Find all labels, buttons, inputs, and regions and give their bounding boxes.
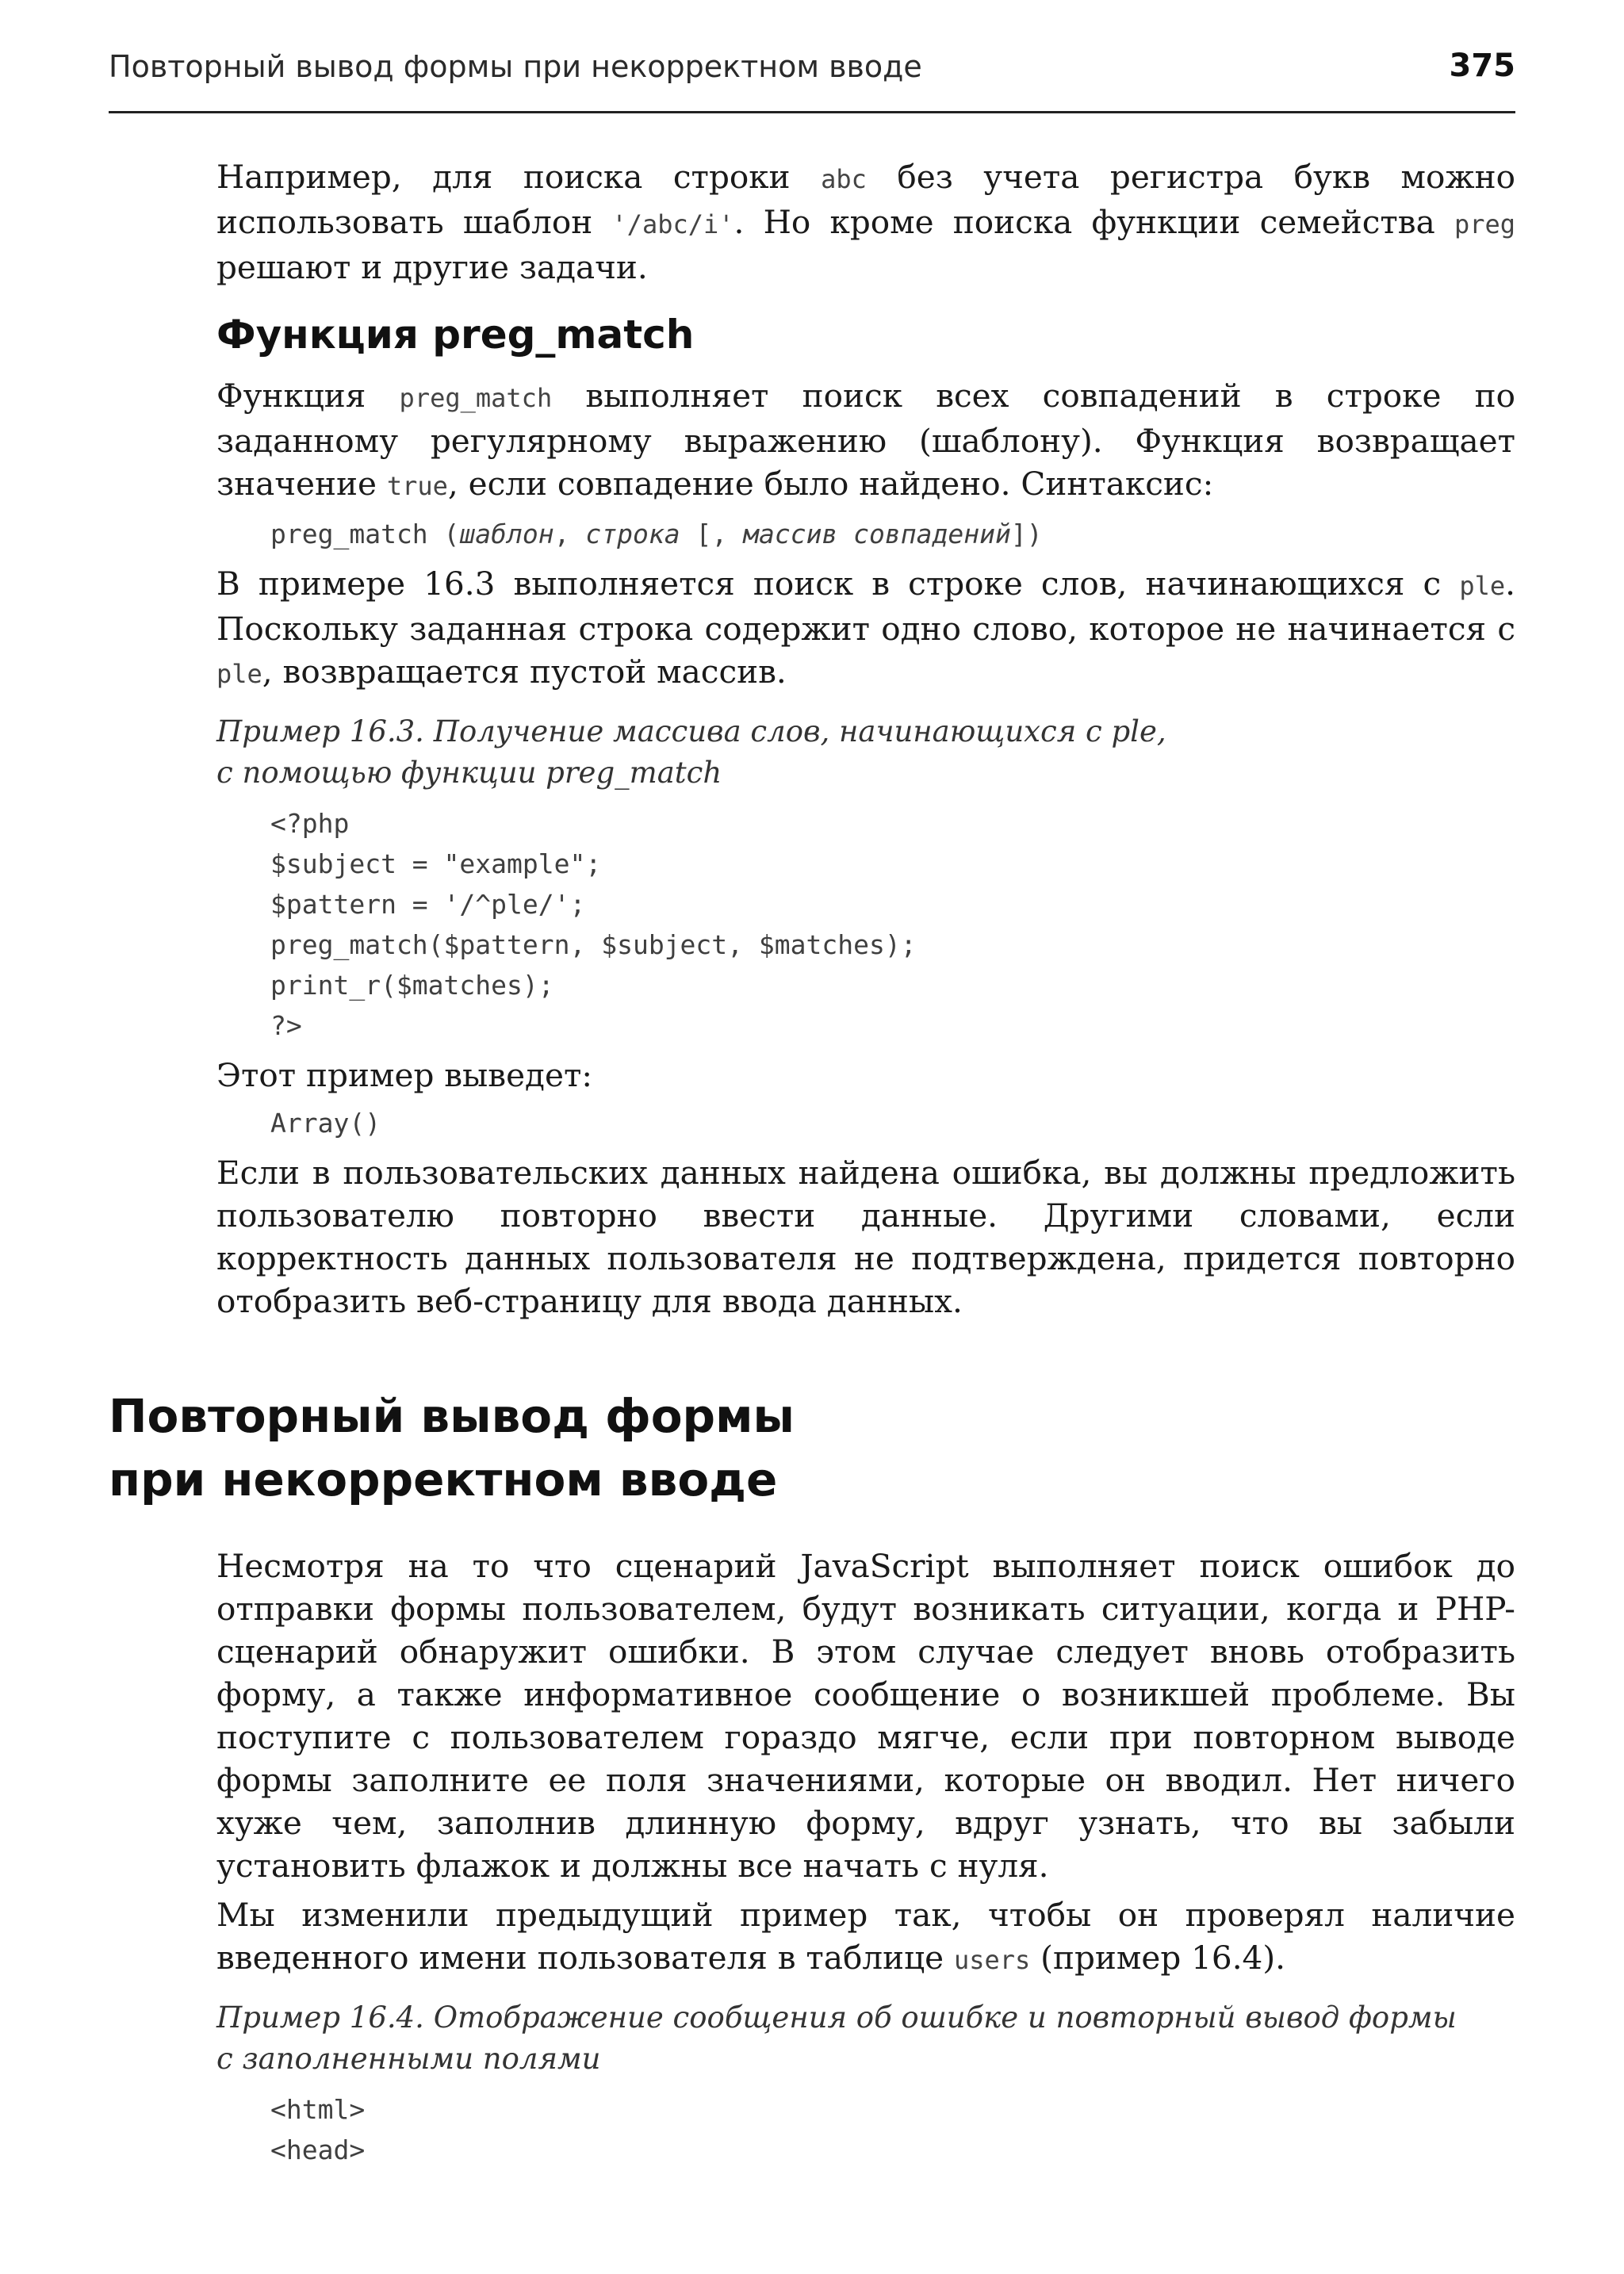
- text-run: без учета регистра букв можно использовать шаблон: [216, 158, 1516, 241]
- code-arg: шаблон: [459, 519, 554, 549]
- inline-code: true: [386, 471, 448, 501]
- page-body: [109, 155, 1516, 2178]
- page-number: 375: [1449, 48, 1515, 84]
- inline-code: ple: [1459, 571, 1506, 601]
- example-163-caption: [216, 711, 1515, 794]
- paragraph-error-handling: Если в пользовательских данных найдена ошибка, вы должны предложить пользователю повторно ввести данные. Другими словами, если корректность данных пользователя не подтверждена, придется повторно отобразить веб-страницу для ввода данных.: [216, 1154, 1515, 1320]
- paragraph-intro: [216, 155, 1515, 289]
- text-run: решают и другие задачи.: [216, 248, 648, 286]
- text-run: , возвращается пустой массив.: [262, 653, 787, 691]
- example-164-caption: [216, 1997, 1515, 2080]
- section-title: [109, 1384, 1515, 1511]
- caption-line: с заполненными полями: [216, 2042, 601, 2076]
- section-title-line: Повторный вывод формы: [109, 1389, 795, 1443]
- example-163-code: <?php $subject = "example"; $pattern = '/^ple/'; preg_match($pattern, $subject, $matches); print_r($matches); ?>: [270, 808, 917, 1041]
- caption-line: с помощью функции preg_match: [216, 756, 722, 790]
- section-title-line: при некорректном вводе: [109, 1453, 778, 1506]
- text-run: (пример 16.4).: [1030, 1939, 1286, 1977]
- paragraph-modified-example: [216, 1893, 1515, 1981]
- caption-line: Пример 16.3. Получение массива слов, начинающихся с ple,: [216, 714, 1166, 748]
- caption-line: Пример 16.4. Отображение сообщения об ошибке и повторный вывод формы: [216, 2000, 1457, 2035]
- code-arg: строка: [585, 519, 680, 549]
- paragraph-preg-match-desc: [216, 374, 1515, 507]
- inline-code: abc: [821, 164, 867, 194]
- code-text: [,: [680, 519, 744, 549]
- syntax-code-block: [270, 514, 1515, 554]
- text-run: Например, для поиска строки: [216, 158, 822, 196]
- paragraph-redisplay-form: Несмотря на то что сценарий JavaScript выполняет поиск ошибок до отправки формы пользователем, будут возникать ситуации, когда и PHP-сценарий обнаружит ошибки. В этом случае следует вновь отобразить форму, а также информативное сообщение о возникшей проблеме. Вы поступите с пользователем гораздо мягче, если при повторном выводе формы заполните ее поля значениями, которые он вводил. Нет ничего хуже чем, заполнив длинную форму, вдруг узнать, что вы забыли установить флажок и должны все начать с нуля.: [216, 1547, 1515, 1885]
- inline-code: preg: [1454, 209, 1515, 239]
- text-run: В примере 16.3 выполняется поиск в строке слов, начинающихся с: [216, 565, 1460, 603]
- code-text: preg_match (: [270, 519, 460, 549]
- text-run: Функция: [216, 377, 400, 415]
- output-intro: Этот пример выведет:: [216, 1056, 592, 1094]
- text-run: выполняет поиск всех совпадений в строке по заданному регулярному выражению (шаблону). Функция возвращает значение: [216, 377, 1516, 503]
- code-arg: массив совпадений: [743, 519, 1011, 549]
- text-run: . Поскольку заданная строка содержит одно слово, которое не начинается с: [216, 565, 1515, 648]
- output-code: Array(): [270, 1108, 381, 1139]
- paragraph-example-intro: [216, 562, 1515, 695]
- running-header: [109, 41, 1515, 113]
- code-text: ]): [1010, 519, 1043, 549]
- code-text: ,: [553, 519, 586, 549]
- inline-code: '/abc/i': [611, 209, 734, 239]
- example-164-code: <html> <head>: [270, 2094, 366, 2165]
- inline-code: users: [953, 1945, 1031, 1975]
- text-run: , если совпадение было найдено. Синтаксис:: [447, 465, 1214, 503]
- text-run: . Но кроме поиска функции семейства: [733, 203, 1454, 241]
- text-run: Мы изменили предыдущий пример так, чтобы он проверял наличие введенного имени пользователя в таблице: [216, 1896, 1515, 1977]
- inline-code: ple: [216, 659, 262, 689]
- inline-code: preg_match: [399, 383, 553, 413]
- subheading-preg-match: Функция preg_match: [216, 312, 695, 358]
- running-title: Повторный вывод формы при некорректном вводе: [109, 49, 922, 84]
